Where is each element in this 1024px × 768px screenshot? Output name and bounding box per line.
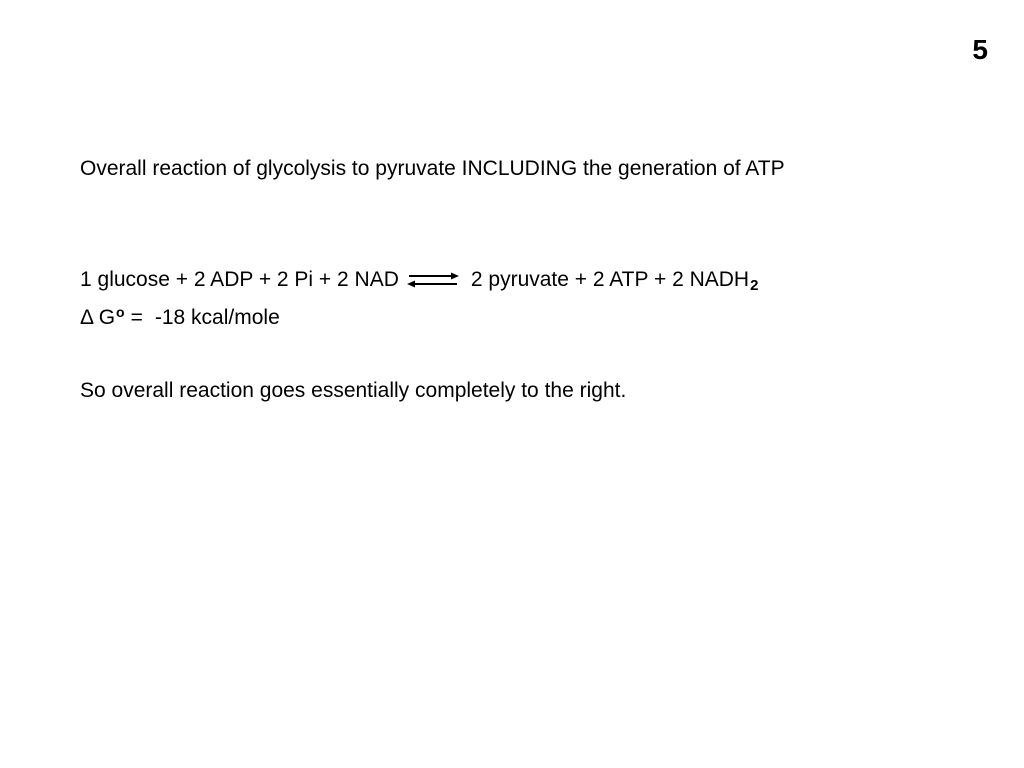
delta-g-value: -18 kcal/mole [154,306,280,329]
delta-g-line [80,305,280,332]
reaction-reactants: 1 glucose + 2 ADP + 2 Pi + 2 NAD [80,268,399,291]
reaction-products: 2 pyruvate + 2 ATP + 2 NADH [470,268,750,291]
nadh-subscript: 2 [750,277,759,294]
slide-heading: Overall reaction of glycolysis to pyruvate INCLUDING the generation of ATP [80,157,785,180]
slide-number: 5 [972,34,988,65]
delta-g-symbol: Δ G [80,306,116,329]
delta-g-superscript: o [116,304,125,320]
delta-g-equals: = [130,306,143,329]
conclusion-text: So overall reaction goes essentially completely to the right. [80,379,627,402]
equilibrium-arrows-icon [405,270,461,290]
reaction-equation [80,267,758,293]
